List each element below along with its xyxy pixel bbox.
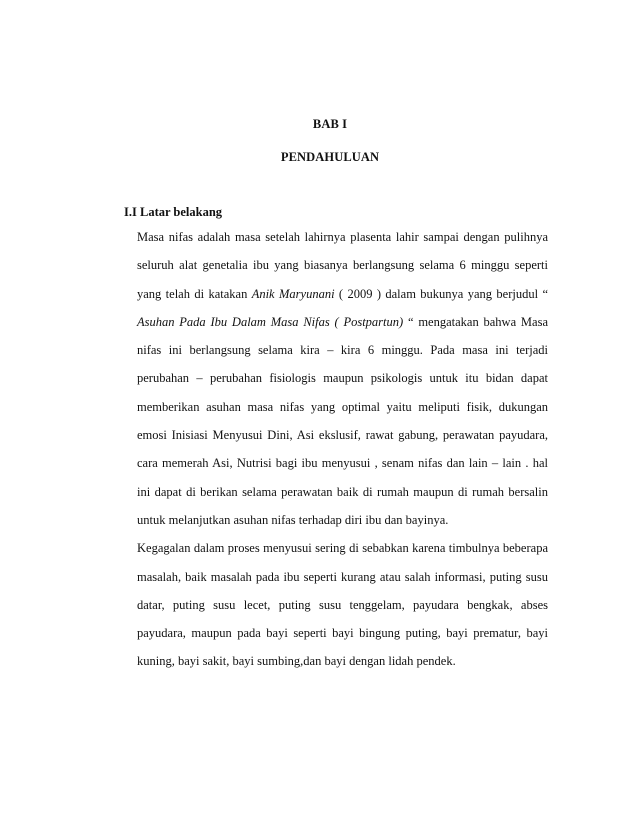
paragraph-line: perubahan – perubahan fisiologis maupun psikologis untuk itu bidan dapat — [137, 371, 548, 386]
text-span: yang telah di katakan — [137, 286, 252, 301]
paragraph-line: Kegagalan dalam proses menyusui sering di sebabkan karena timbulnya beberapa — [137, 541, 548, 556]
paragraph-line: ini dapat di berikan selama perawatan baik di rumah maupun di rumah bersalin — [137, 484, 548, 499]
paragraph-kegagalan — [137, 534, 548, 675]
author-name: Anik Maryunani — [251, 286, 335, 301]
chapter-number: BAB I — [312, 117, 348, 131]
paragraph-line: payudara, maupun pada bayi seperti bayi bingung puting, bayi prematur, bayi — [137, 626, 548, 641]
chapter-title: PENDAHULUAN — [280, 150, 380, 164]
paragraph-line: nifas ini berlangsung selama kira – kira 6 minggu. Pada masa ini terjadi — [137, 343, 548, 358]
body-text — [137, 223, 548, 676]
paragraph-line: cara memerah Asi, Nutrisi bagi ibu menyusui , senam nifas dan lain – lain . hal — [137, 456, 548, 471]
paragraph-line: memberikan asuhan masa nifas yang optimal yaitu meliputi fisik, dukungan — [137, 399, 548, 414]
paragraph-line: datar, puting susu lecet, puting susu tenggelam, payudara bengkak, abses — [137, 597, 548, 612]
paragraph-line: seluruh alat genetalia ibu yang biasanya berlangsung selama 6 minggu seperti — [137, 258, 548, 273]
paragraph-latar-belakang — [137, 223, 548, 534]
text-span: “ mengatakan bahwa Masa — [403, 314, 548, 329]
paragraph-line: Masa nifas adalah masa setelah lahirnya plasenta lahir sampai dengan pulihnya — [137, 230, 548, 244]
section-heading: I.I Latar belakang — [124, 205, 223, 219]
paragraph-line — [137, 308, 548, 336]
paragraph-line — [137, 280, 548, 308]
paragraph-line: untuk melanjutkan asuhan nifas terhadap diri ibu dan bayinya. — [137, 512, 449, 527]
book-title: Asuhan Pada Ibu Dalam Masa Nifas ( Postpartun) — [137, 314, 404, 329]
paragraph-line: emosi Inisiasi Menyusui Dini, Asi ekslusif, rawat gabung, perawatan payudara, — [137, 428, 548, 443]
paragraph-line: masalah, baik masalah pada ibu seperti kurang atau salah informasi, puting susu — [137, 569, 548, 584]
paragraph-line: kuning, bayi sakit, bayi sumbing,dan bayi dengan lidah pendek. — [137, 654, 456, 669]
text-span: ( 2009 ) dalam bukunya yang berjudul “ — [334, 286, 548, 301]
